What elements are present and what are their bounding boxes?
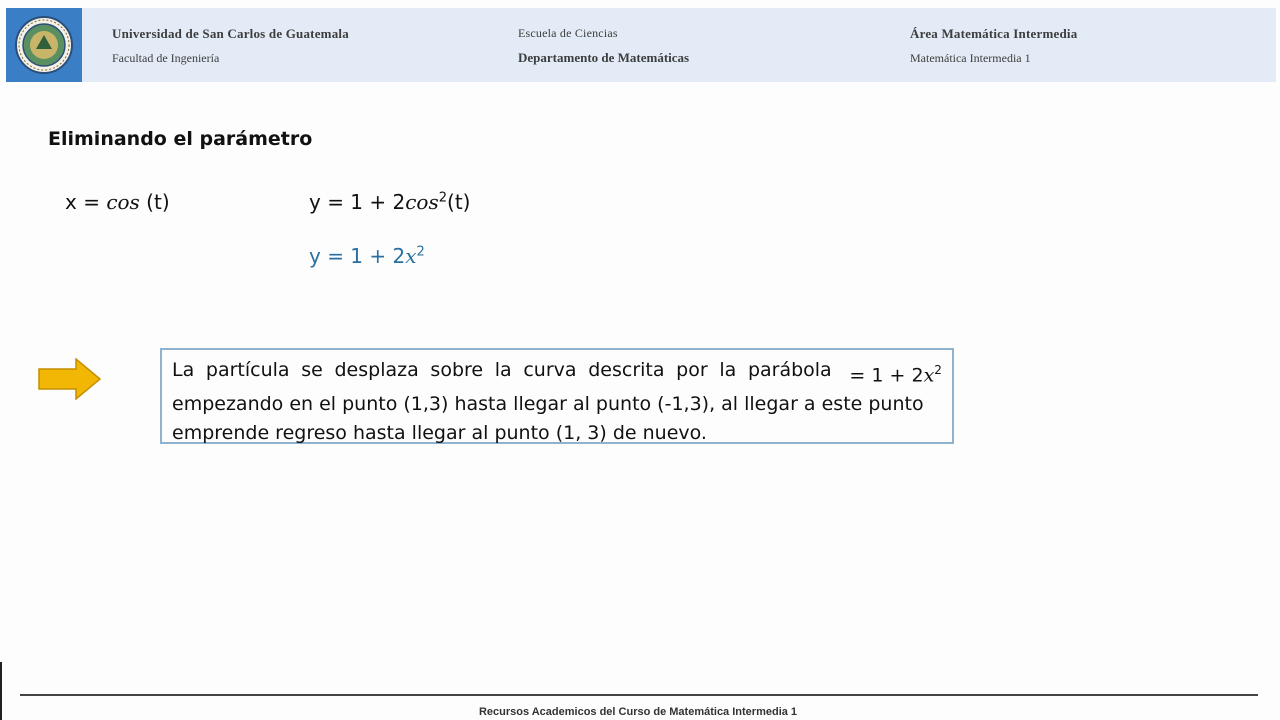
equation-x: x = cos (t) bbox=[65, 190, 170, 214]
right-arrow-icon bbox=[38, 358, 102, 400]
explanation-word: partícula bbox=[205, 359, 290, 381]
header-band bbox=[6, 8, 1276, 82]
equation-y-parametric: $y = 1 + 2\cos^2(t)$ bbox=[309, 190, 471, 214]
footer-divider bbox=[20, 694, 1258, 696]
equation-y-cartesian: $y = 1 + 2x^2$ bbox=[309, 244, 425, 268]
university-name: Universidad de San Carlos de Guatemala bbox=[112, 26, 349, 41]
faculty-name: Facultad de Ingeniería bbox=[112, 51, 220, 65]
school-name: Escuela de Ciencias bbox=[518, 26, 618, 40]
explanation-word: sobre bbox=[430, 359, 484, 381]
explanation-box bbox=[160, 348, 954, 444]
parabola-equation: = $1 + 2x^2$ bbox=[843, 363, 942, 387]
area-name: Área Matemática Intermedia bbox=[910, 26, 1078, 41]
explanation-word: La bbox=[172, 359, 195, 381]
university-logo bbox=[6, 8, 82, 82]
explanation-word: por bbox=[676, 359, 708, 381]
slide-title: Eliminando el parámetro bbox=[48, 128, 313, 150]
explanation-word: la bbox=[494, 359, 512, 381]
explanation-word: desplaza bbox=[334, 359, 419, 381]
university-seal-icon bbox=[14, 15, 74, 75]
explanation-line-3: emprende regreso hasta llegar al punto (1, 3) de nuevo. bbox=[172, 422, 707, 445]
header-col-university bbox=[112, 26, 349, 66]
course-name: Matemática Intermedia 1 bbox=[910, 51, 1031, 65]
header-col-school bbox=[518, 26, 689, 66]
explanation-line-2: empezando en el punto (1,3) hasta llegar al punto (-1,3), al llegar a este punto bbox=[172, 393, 924, 416]
explanation-word: curva bbox=[523, 359, 577, 381]
department-name: Departamento de Matemáticas bbox=[518, 50, 690, 65]
explanation-word: parábola bbox=[747, 359, 832, 381]
explanation-line-1 bbox=[172, 356, 942, 390]
header-col-area bbox=[910, 26, 1077, 66]
footer-text: Recursos Academicos del Curso de Matemática Intermedia 1 bbox=[478, 706, 798, 718]
explanation-word: se bbox=[301, 359, 323, 381]
explanation-word: descrita bbox=[588, 359, 665, 381]
explanation-word: la bbox=[719, 359, 737, 381]
